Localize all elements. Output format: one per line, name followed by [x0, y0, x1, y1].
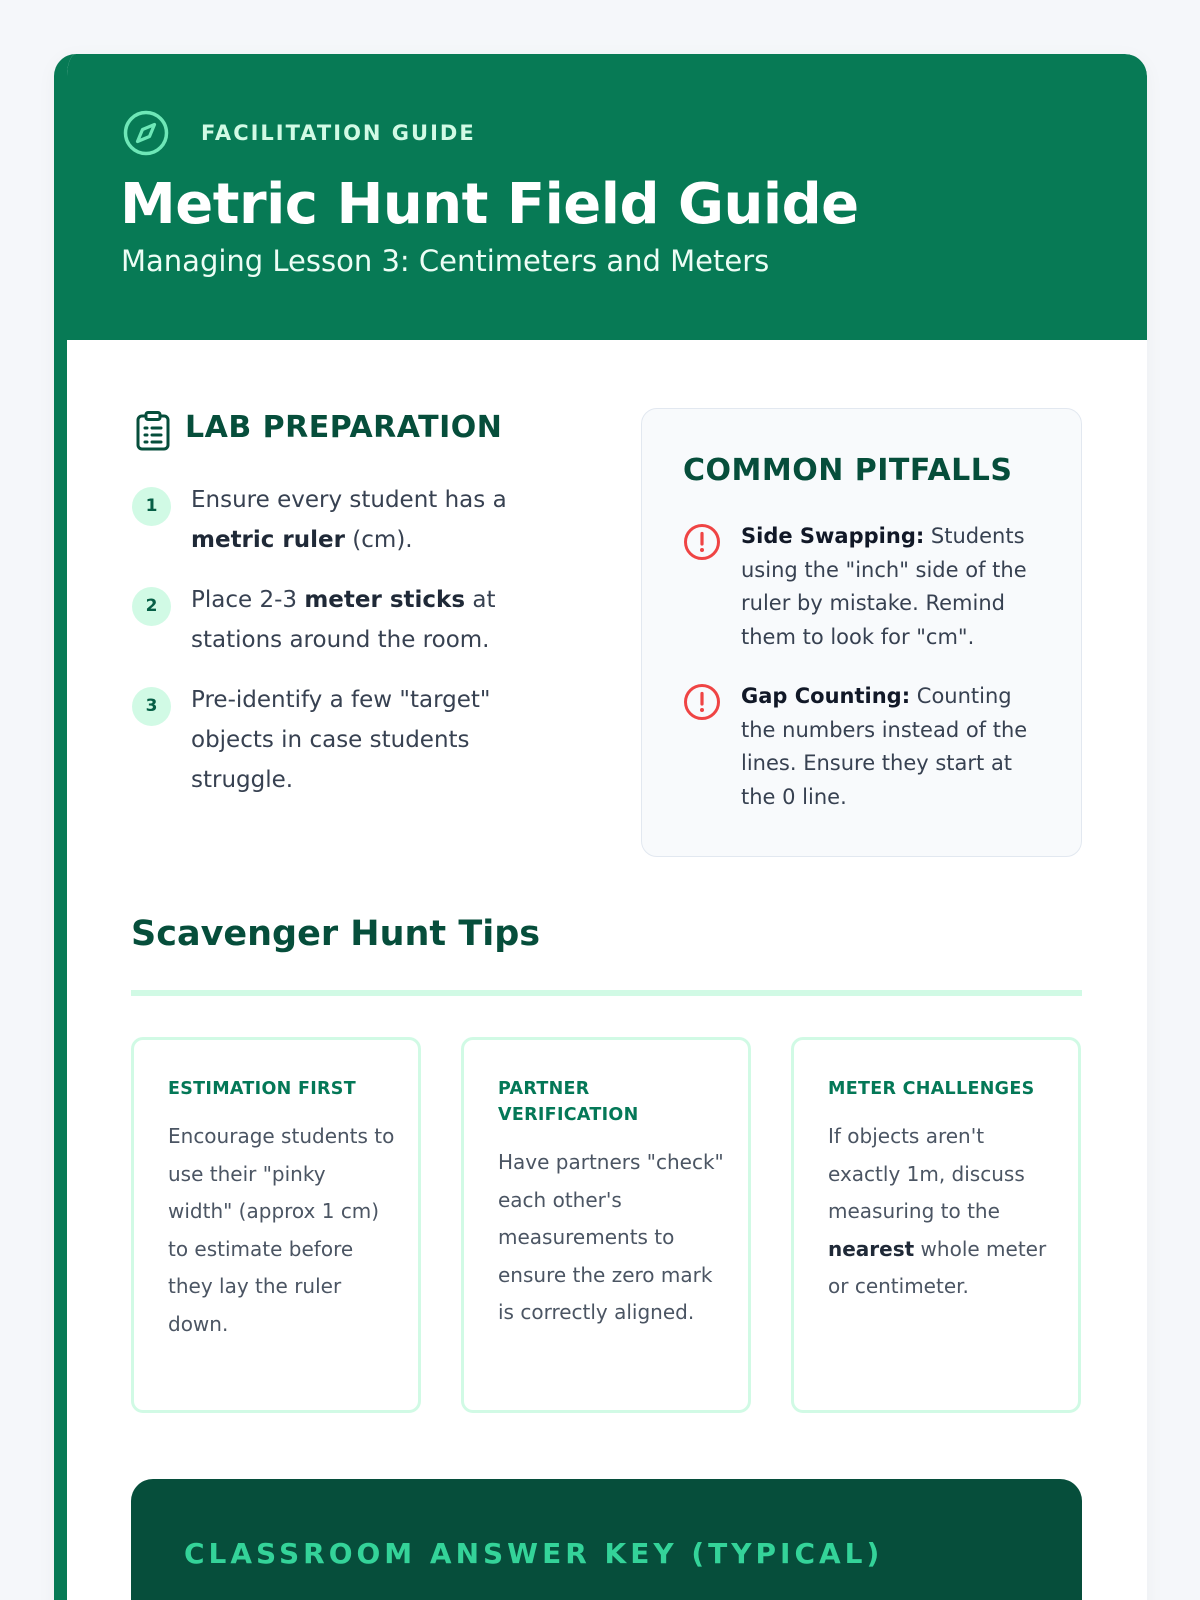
pitfall-item: Side Swapping: Students using the "inch" side of the ruler by mistake. Remind them to look for "cm". [741, 524, 1027, 649]
tip-text: Have partners "check" each other's measurements to ensure the zero mark is correctly aligned. [498, 1150, 724, 1324]
pitfall-item: Gap Counting: Counting the numbers instead of the lines. Ensure they start at the 0 line. [741, 684, 1028, 809]
clipboard-list-icon [135, 411, 171, 451]
tip-title: METER CHALLENGES [828, 1079, 1035, 1099]
scavenger-hunt-heading: Scavenger Hunt Tips [131, 914, 541, 954]
step-number: 2 [132, 587, 171, 626]
step-text: Place 2-3 meter sticks at stations around the room. [191, 587, 496, 653]
tip-card-meter [791, 1037, 1081, 1413]
tip-card-partner [461, 1037, 751, 1413]
tip-text: If objects aren't exactly 1m, discuss measuring to the nearest whole meter or centimeter. [828, 1124, 1047, 1298]
header-kicker: FACILITATION GUIDE [201, 121, 476, 145]
answer-key-panel [131, 1479, 1082, 1600]
answer-key-heading: CLASSROOM ANSWER KEY (TYPICAL) [184, 1537, 884, 1570]
tip-title: ESTIMATION FIRST [168, 1079, 356, 1099]
compass-icon [122, 109, 170, 157]
lab-preparation-heading: LAB PREPARATION [185, 410, 503, 445]
page-title: Metric Hunt Field Guide [120, 172, 859, 237]
pitfalls-panel [641, 408, 1082, 857]
tip-card-estimation [131, 1037, 421, 1413]
page-subtitle: Managing Lesson 3: Centimeters and Meters [121, 244, 770, 278]
section-divider [131, 990, 1082, 996]
tip-title: PARTNER VERIFICATION [498, 1079, 639, 1125]
pitfalls-heading: COMMON PITFALLS [683, 453, 1013, 488]
step-text: Ensure every student has a metric ruler (cm). [191, 487, 507, 553]
guide-header [54, 54, 1147, 340]
step-number: 3 [132, 687, 171, 726]
guide-card [54, 54, 1147, 1600]
alert-circle-icon [682, 522, 722, 562]
step-number: 1 [132, 487, 171, 526]
tip-text: Encourage students to use their "pinky width" (approx 1 cm) to estimate before they lay the ruler down. [168, 1124, 395, 1336]
alert-circle-icon [682, 682, 722, 722]
step-text: Pre-identify a few "target" objects in case students struggle. [191, 687, 491, 793]
